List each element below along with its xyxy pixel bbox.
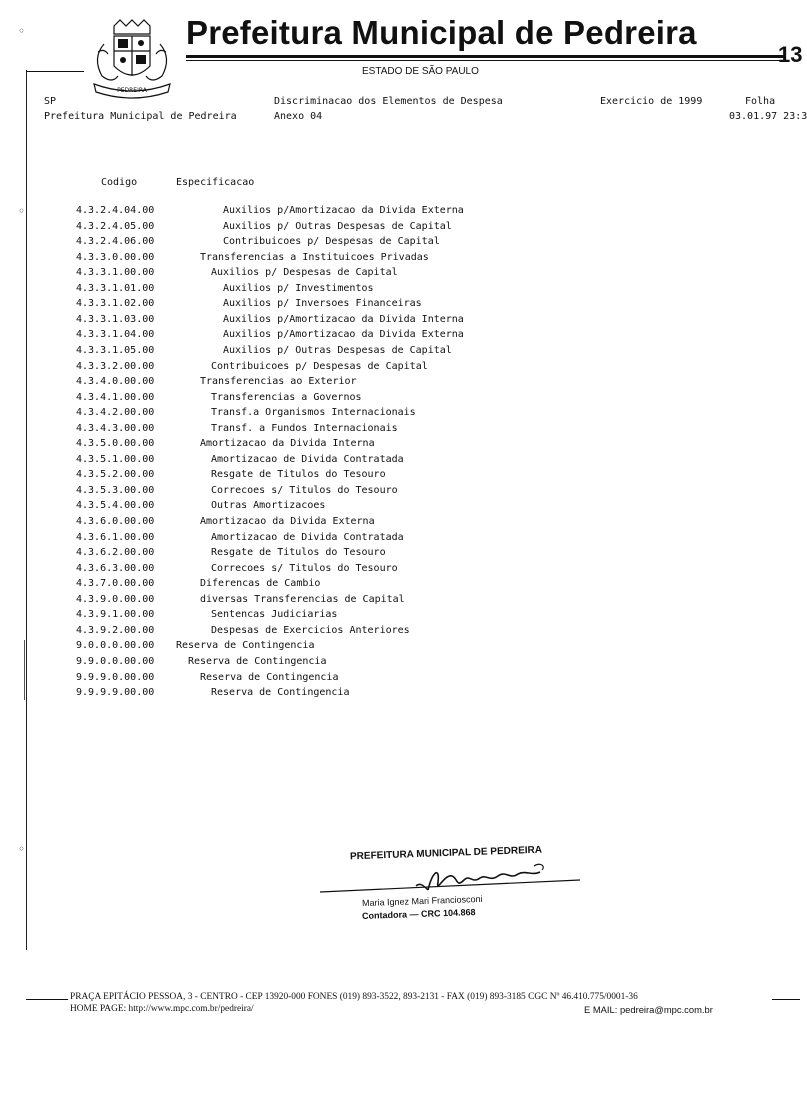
row-code: 4.3.4.0.00.00	[76, 376, 155, 388]
row-specification: Amortizacao de Divida Contratada	[211, 531, 404, 543]
table-row	[0, 361, 800, 375]
row-code: 4.3.4.1.00.00	[76, 391, 155, 403]
binder-hole-mark: ◦	[18, 204, 26, 218]
row-specification: Contribuicoes p/ Despesas de Capital	[211, 360, 428, 372]
row-specification: Auxilios p/ Inversoes Financeiras	[223, 298, 422, 310]
state-code: SP	[44, 96, 57, 107]
row-specification: Transf.a Organismos Internacionais	[211, 407, 416, 419]
row-code: 4.3.2.4.06.00	[76, 236, 155, 248]
table-row	[0, 252, 800, 266]
table-row	[0, 345, 800, 359]
footer-homepage: HOME PAGE: http://www.mpc.com.br/pedreira/	[70, 1004, 254, 1014]
row-code: 4.3.4.3.00.00	[76, 422, 155, 434]
table-row	[0, 640, 800, 654]
signatory-role: Contadora — CRC 104.868	[361, 907, 476, 921]
row-code: 4.3.3.1.04.00	[76, 329, 155, 341]
table-row	[0, 687, 800, 701]
table-row	[0, 578, 800, 592]
row-specification: Auxilios p/ Despesas de Capital	[211, 267, 398, 279]
row-code: 4.3.9.0.00.00	[76, 593, 155, 605]
row-code: 9.9.0.0.00.00	[76, 655, 155, 667]
row-code: 4.3.9.2.00.00	[76, 624, 155, 636]
row-specification: Amortizacao da Divida Externa	[200, 516, 375, 527]
table-row	[0, 469, 800, 483]
header-rule-thick	[186, 55, 786, 58]
row-specification: Resgate de Titulos do Tesouro	[211, 469, 386, 481]
row-specification: Reserva de Contingencia	[211, 687, 350, 699]
page-title: Prefeitura Municipal de Pedreira	[186, 14, 697, 51]
table-row	[0, 329, 800, 343]
row-code: 4.3.6.2.00.00	[76, 547, 155, 559]
table-row	[0, 656, 800, 670]
row-code: 4.3.5.0.00.00	[76, 438, 155, 450]
row-code: 4.3.7.0.00.00	[76, 578, 155, 590]
annex-label: Anexo 04	[274, 111, 323, 122]
table-row	[0, 563, 800, 577]
table-row	[0, 516, 800, 530]
row-code: 4.3.3.1.05.00	[76, 344, 155, 356]
row-specification: Correcoes s/ Titulos do Tesouro	[211, 484, 398, 496]
row-specification: Reserva de Contingencia	[188, 655, 327, 667]
table-row	[0, 205, 800, 219]
report-title: Discriminacao dos Elementos de Despesa	[274, 96, 503, 107]
row-specification: Auxilios p/Amortizacao da Divida Externa	[223, 329, 464, 341]
row-specification: Transf. a Fundos Internacionais	[211, 422, 398, 434]
row-specification: Auxilios p/Amortizacao da Divida Externa	[223, 205, 464, 216]
column-header-spec: Especificacao	[176, 177, 255, 188]
municipal-crest-icon	[84, 18, 180, 100]
signature-organization: PREFEITURA MUNICIPAL DE PEDREIRA	[349, 844, 543, 863]
table-row	[0, 609, 800, 623]
page-number: 13	[778, 42, 803, 67]
row-code: 9.9.9.9.00.00	[76, 687, 155, 699]
table-row	[0, 298, 800, 312]
table-row	[0, 267, 800, 281]
row-code: 4.3.6.3.00.00	[76, 562, 155, 574]
row-code: 4.3.5.2.00.00	[76, 469, 155, 481]
row-specification: diversas Transferencias de Capital	[200, 593, 405, 605]
row-code: 4.3.9.1.00.00	[76, 609, 155, 621]
table-row	[0, 500, 800, 514]
row-specification: Auxilios p/Amortizacao da Divida Interna	[223, 313, 464, 325]
footer-address: PRAÇA EPITÁCIO PESSOA, 3 - CENTRO - CEP 13920-000 FONES (019) 893-3522, 893-2131 - FAX (019) 893-3185 CGC Nº 46.410.775/0001-36	[70, 992, 638, 1002]
table-row	[0, 594, 800, 608]
table-row	[0, 625, 800, 639]
table-row	[0, 314, 800, 328]
row-code: 4.3.6.0.00.00	[76, 516, 155, 527]
exercise-year: Exercicio de 1999	[600, 96, 703, 107]
row-code: 4.3.3.1.03.00	[76, 313, 155, 325]
row-code: 4.3.3.1.02.00	[76, 298, 155, 310]
row-specification: Auxilios p/ Outras Despesas de Capital	[223, 220, 452, 232]
crest-banner-text: PEDREIRA	[117, 87, 147, 94]
folha-label: Folha	[745, 96, 776, 107]
column-header-code: Codigo	[101, 177, 138, 188]
row-specification: Outras Amortizacoes	[211, 500, 326, 512]
table-row	[0, 392, 800, 406]
row-code: 4.3.3.1.00.00	[76, 267, 155, 279]
table-row	[0, 438, 800, 452]
table-row	[0, 221, 800, 235]
row-specification: Despesas de Exercicios Anteriores	[211, 624, 410, 636]
report-datetime: 03.01.97 23:3	[729, 111, 807, 122]
table-row	[0, 407, 800, 421]
row-specification: Correcoes s/ Titulos do Tesouro	[211, 562, 398, 574]
header-rule-left	[26, 71, 84, 72]
table-row	[0, 532, 800, 546]
signatory-name: Maria Ignez Mari Franciosconi	[361, 893, 483, 909]
binder-hole-mark: ◦	[18, 842, 26, 856]
table-row	[0, 283, 800, 297]
row-code: 4.3.2.4.05.00	[76, 220, 155, 232]
row-code: 4.3.3.1.01.00	[76, 282, 155, 294]
row-code: 4.3.5.1.00.00	[76, 453, 155, 465]
row-code: 4.3.2.4.04.00	[76, 205, 155, 216]
row-code: 4.3.6.1.00.00	[76, 531, 155, 543]
table-row	[0, 547, 800, 561]
row-specification: Sentencas Judiciarias	[211, 609, 338, 621]
table-row	[0, 423, 800, 437]
row-code: 4.3.5.3.00.00	[76, 484, 155, 496]
organization-name: Prefeitura Municipal de Pedreira	[44, 111, 237, 122]
row-code: 4.3.4.2.00.00	[76, 407, 155, 419]
table-row	[0, 672, 800, 686]
footer-email: E MAIL: pedreira@mpc.com.br	[584, 1004, 713, 1015]
table-row	[0, 376, 800, 390]
row-specification: Auxilios p/ Outras Despesas de Capital	[223, 344, 452, 356]
state-subtitle: ESTADO DE SÃO PAULO	[362, 66, 479, 77]
row-specification: Contribuicoes p/ Despesas de Capital	[223, 236, 440, 248]
row-code: 4.3.5.4.00.00	[76, 500, 155, 512]
row-specification: Reserva de Contingencia	[200, 671, 339, 683]
footer-rule-right	[772, 999, 800, 1000]
footer-rule-left	[26, 999, 68, 1000]
row-specification: Amortizacao de Divida Contratada	[211, 453, 404, 465]
row-specification: Transferencias a Instituicoes Privadas	[200, 251, 429, 263]
row-specification: Auxilios p/ Investimentos	[223, 282, 374, 294]
table-row	[0, 454, 800, 468]
row-specification: Transferencias a Governos	[211, 391, 362, 403]
table-row	[0, 236, 800, 250]
header-rule-thin	[186, 60, 786, 61]
row-code: 4.3.3.2.00.00	[76, 360, 155, 372]
row-specification: Amortizacao da Divida Interna	[200, 438, 375, 450]
row-specification: Resgate de Titulos do Tesouro	[211, 547, 386, 559]
row-specification: Transferencias ao Exterior	[200, 376, 357, 388]
row-code: 9.9.9.0.00.00	[76, 671, 155, 683]
binder-hole-mark: ◦	[18, 24, 26, 38]
row-specification: Diferencas de Cambio	[200, 578, 321, 590]
table-row	[0, 485, 800, 499]
row-code: 4.3.3.0.00.00	[76, 251, 155, 263]
row-specification: Reserva de Contingencia	[176, 640, 315, 652]
row-code: 9.0.0.0.00.00	[76, 640, 155, 652]
